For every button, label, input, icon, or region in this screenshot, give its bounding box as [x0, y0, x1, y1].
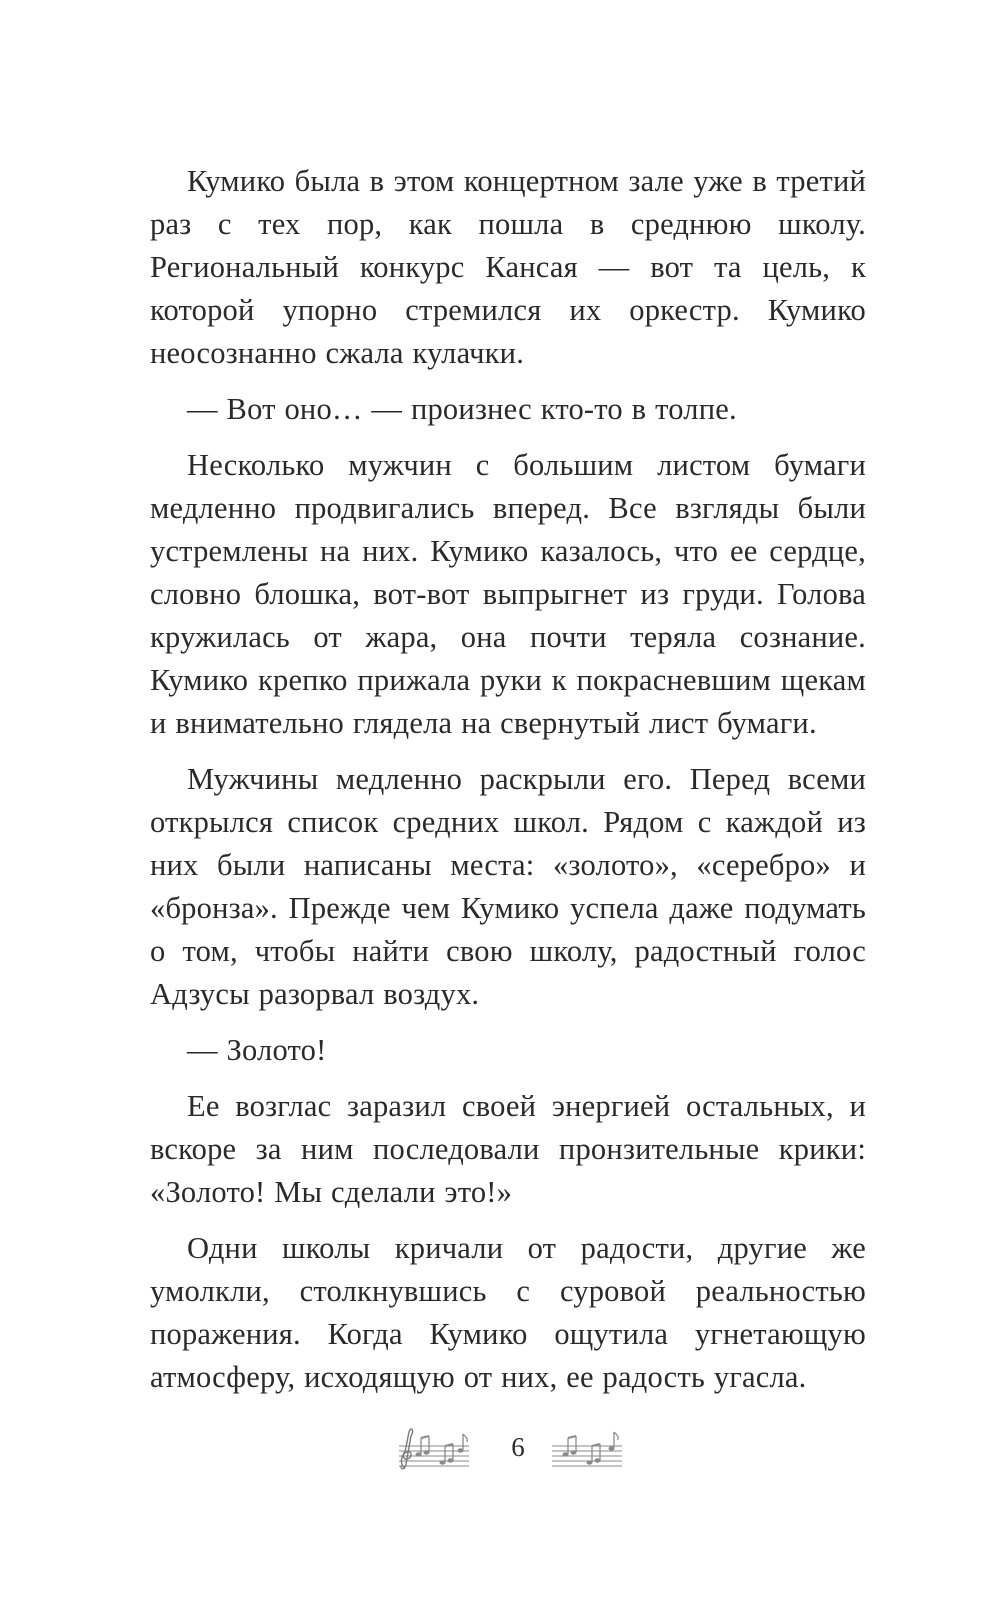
paragraph-dialogue-gold: — Золото! [187, 1033, 327, 1067]
paragraph-defeat: Одни школы кричали от радости, другие же умолкли, столкнувшись с суровой реальностью поражения. Когда Кумико ощутила угнетающую атмосферу, исходящую от них, ее радость угасла. [150, 1231, 866, 1394]
paragraph-dialogue-vot-ono: — Вот оно… — произнес кто-то в толпе. [187, 392, 737, 426]
music-staff-icon [393, 1424, 469, 1472]
paragraph-results-list: Мужчины медленно раскрыли его. Перед всеми открылся список средних школ. Рядом с каждой из них были написаны места: «золото», «серебро» и «бронза». Прежде чем Кумико успела даже подумать о том, чтобы найти свою школу, радостный голос Адзусы разорвал воздух. [150, 762, 866, 1011]
page-footer [0, 1420, 1000, 1480]
paragraph-shouts: Ее возглас заразил своей энергией остальных, и вскоре за ним последовали пронзительные крики: «Золото! Мы сделали это!» [150, 1089, 866, 1209]
page-body-text [150, 160, 866, 1399]
paragraph-men-with-paper: Несколько мужчин с большим листом бумаги медленно продвигались вперед. Все взгляды были устремлены на них. Кумико казалось, что ее сердце, словно блошка, вот-вот выпрыгнет из груди. Голова кружилась от жара, она почти теряла сознание. Кумико крепко прижала руки к покрасневшим щекам и внимательно глядела на свернутый лист бумаги. [150, 448, 866, 740]
page-number: 6 [511, 1432, 525, 1462]
music-staff-icon [552, 1424, 628, 1472]
paragraph-concert-hall: Кумико была в этом концертном зале уже в третий раз с тех пор, как пошла в среднюю школу. Региональный конкурс Кансая — вот та цель, к которой упорно стремился их оркестр. Кумико неосознанно сжала кулачки. [150, 164, 866, 370]
